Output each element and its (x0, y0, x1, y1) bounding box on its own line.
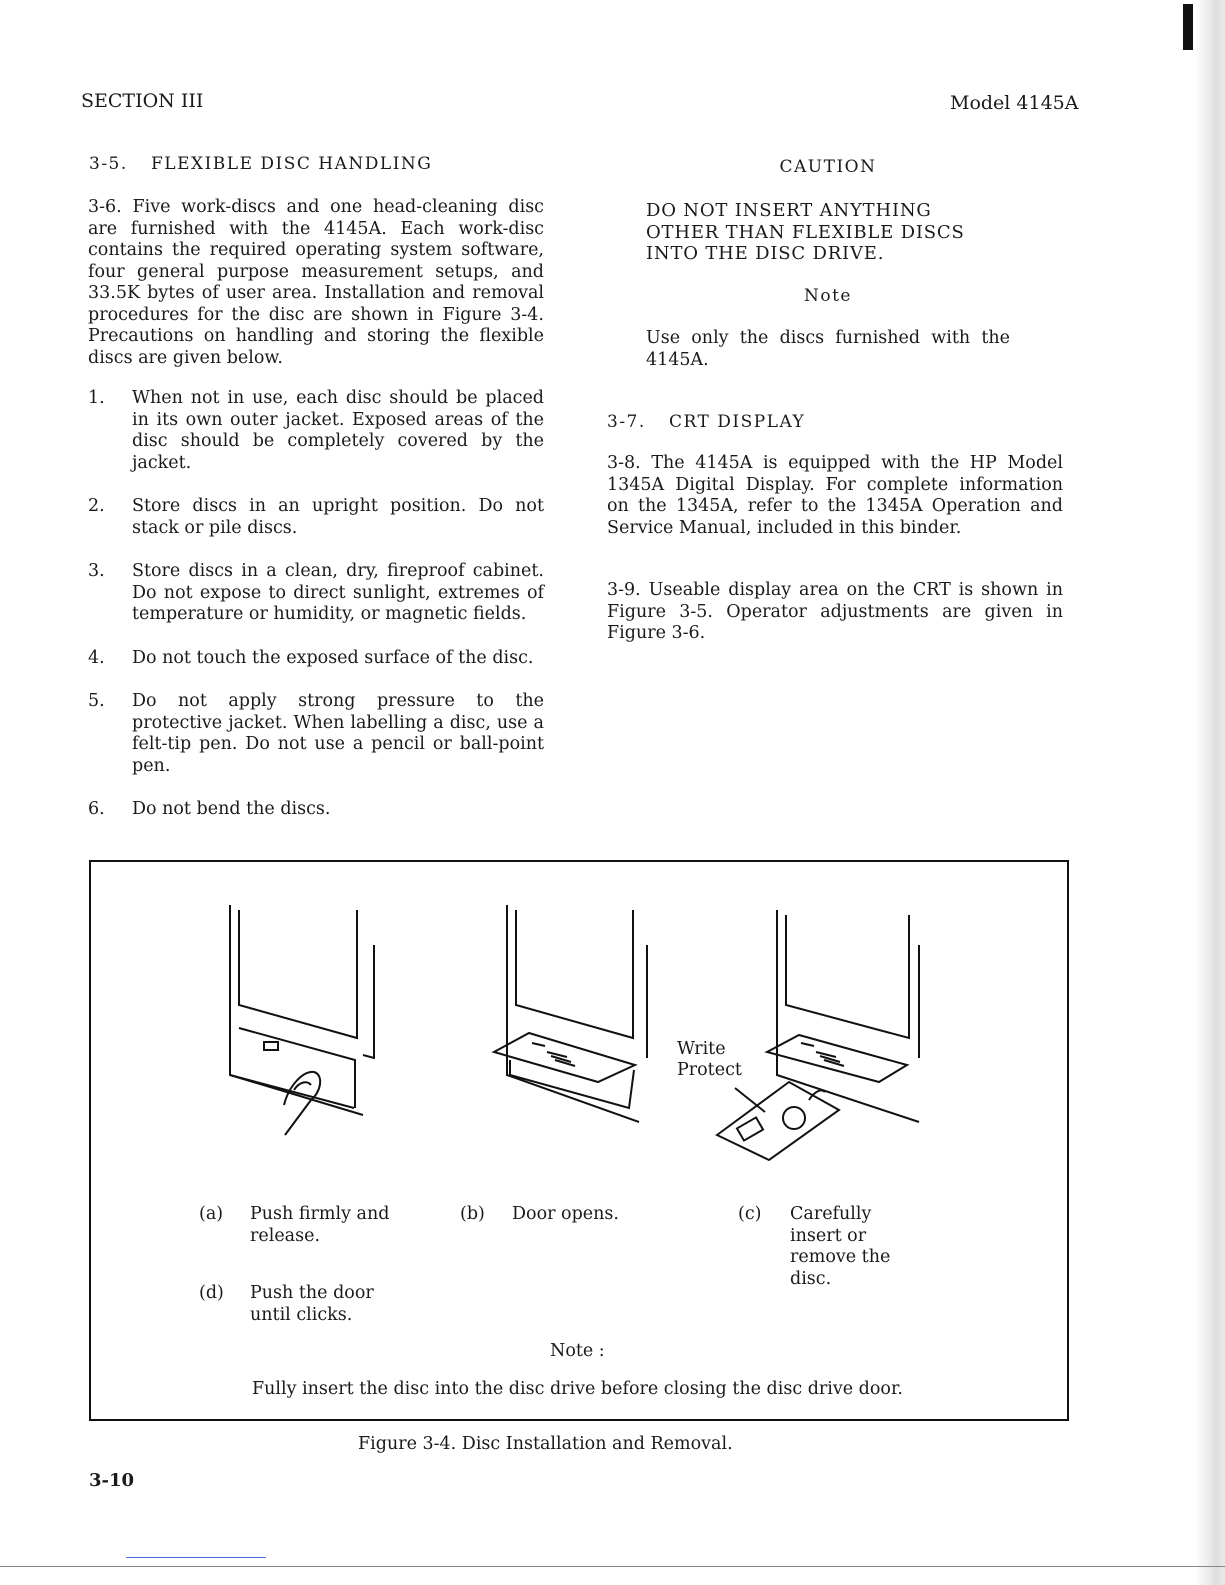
list-item-number: 4. (88, 647, 105, 668)
list-item-number: 3. (88, 561, 105, 581)
heading-3-7-number: 3-7. (607, 412, 646, 432)
caption-c-label: (c) (738, 1204, 762, 1224)
caption-a-label: (a) (199, 1204, 224, 1224)
caption-c-text: Carefully insert or remove the disc. (790, 1204, 891, 1289)
list-item (88, 648, 544, 670)
list-item-text: Do not touch the exposed surface of the disc. (132, 647, 534, 668)
paragraph-3-6: 3-6. Five work-discs and one head-cleaning disc are furnished with the 4145A. Each work-disc contains the required operating system software, four general purpose measurement setups, and 33.5K bytes of user area. Installation and removal procedures for the disc are shown in Figure 3-4. Precautions on handling and storing the flexible discs are given below. (88, 197, 544, 368)
list-item (88, 561, 544, 626)
list-item (88, 388, 544, 474)
scan-edge-shading (1195, 0, 1225, 1585)
paragraph-3-9: 3-9. Useable display area on the CRT is shown in Figure 3-5. Operator adjustments are given in Figure 3-6. (607, 580, 1063, 643)
write-protect-label-line2: Protect (677, 1060, 742, 1080)
disc-installation-illustration (89, 860, 1069, 1200)
heading-flexible-disc-handling: FLEXIBLE DISC HANDLING (151, 154, 433, 174)
scan-bottom-rule (0, 1566, 1225, 1567)
caption-d-text: Push the door until clicks. (250, 1283, 374, 1325)
list-item-text: Do not apply strong pressure to the protective jacket. When labelling a disc, use a felt-tip pen. Do not use a pencil or ball-point pen. (132, 691, 544, 776)
list-item-number: 2. (88, 496, 105, 516)
list-item (88, 496, 544, 539)
figure-note-text: Fully insert the disc into the disc drive before closing the disc drive door. (252, 1379, 903, 1399)
heading-crt-display: CRT DISPLAY (669, 412, 806, 432)
note-text: Use only the discs furnished with the 4145A. (646, 328, 1010, 370)
handling-precautions-list (88, 388, 544, 843)
list-item-number: 1. (88, 388, 105, 408)
caption-a-text: Push firmly and release. (250, 1204, 390, 1246)
list-item-number: 5. (88, 691, 105, 711)
caption-b-text: Door opens. (512, 1204, 619, 1224)
list-item-text: Store discs in an upright position. Do not stack or pile discs. (132, 496, 544, 538)
paragraph-3-8: 3-8. The 4145A is equipped with the HP Model 1345A Digital Display. For complete information on the 1345A, refer to the 1345A Operation and Service Manual, included in this binder. (607, 453, 1063, 538)
page-number: 3-10 (89, 1470, 135, 1491)
caption-d-label: (d) (199, 1283, 224, 1303)
drive-illustration-a (230, 905, 374, 1135)
note-title: Note (803, 286, 852, 306)
scan-edge-mark (1183, 4, 1193, 50)
figure-caption: Figure 3-4. Disc Installation and Removal. (358, 1434, 733, 1454)
drive-illustration-b (494, 905, 647, 1122)
drive-illustration-c (717, 910, 919, 1160)
section-label: SECTION III (81, 90, 204, 112)
caption-b-label: (b) (460, 1204, 485, 1224)
heading-3-5-number: 3-5. (89, 154, 128, 174)
caution-text: DO NOT INSERT ANYTHING OTHER THAN FLEXIBLE DISCS INTO THE DISC DRIVE. (646, 200, 965, 264)
write-protect-label-line1: Write (677, 1039, 726, 1059)
finger-icon (284, 1072, 320, 1135)
list-item-number: 6. (88, 799, 105, 819)
list-item (88, 799, 544, 821)
list-item-text: Do not bend the discs. (132, 799, 331, 819)
model-label: Model 4145A (950, 92, 1079, 114)
figure-note-title: Note : (550, 1341, 605, 1361)
caution-title: CAUTION (779, 157, 877, 177)
list-item-text: When not in use, each disc should be placed in its own outer jacket. Exposed areas of the disc should be completely covered by the jacket. (132, 388, 544, 473)
write-protect-pointer (735, 1088, 765, 1112)
scan-blue-rule (126, 1557, 266, 1558)
list-item (88, 691, 544, 777)
list-item-text: Store discs in a clean, dry, fireproof cabinet. Do not expose to direct sunlight, extremes of temperature or humidity, or magnetic fields. (132, 561, 544, 624)
